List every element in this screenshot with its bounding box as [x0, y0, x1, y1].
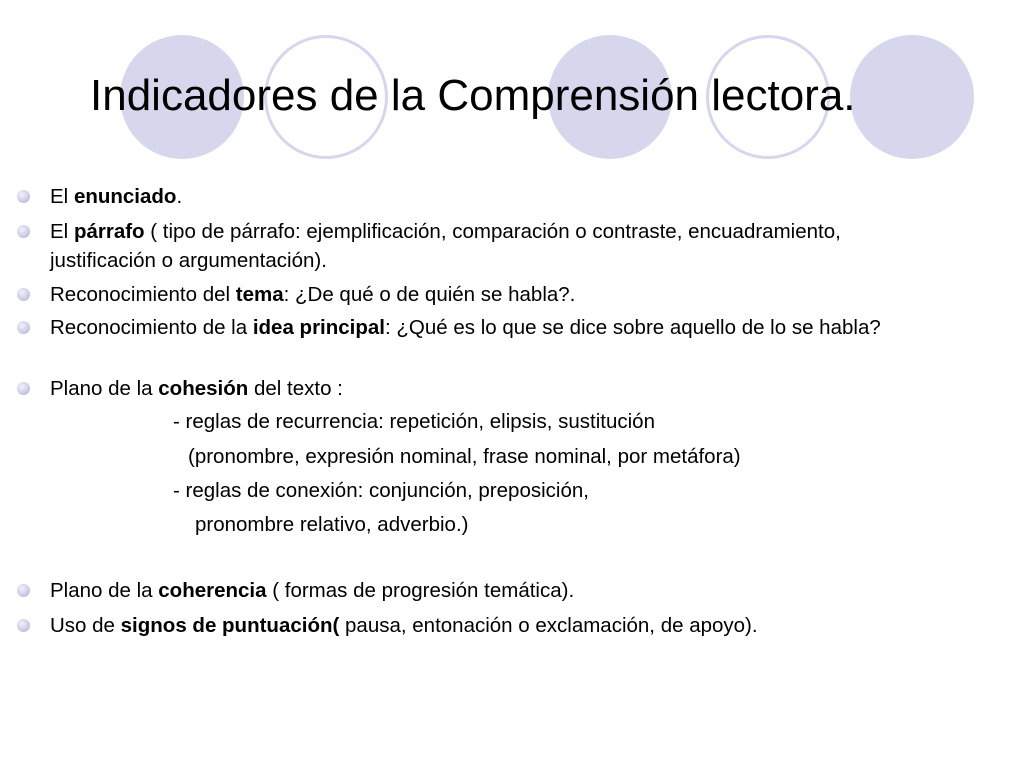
bullet-keyword: signos de puntuación(	[120, 614, 340, 637]
bullet-text: ( formas de progresión temática).	[266, 579, 575, 602]
bullet-item-enunciado	[50, 182, 930, 211]
bullet-text: del texto :	[248, 377, 343, 400]
bullet-icon	[17, 382, 30, 395]
bullet-text: Reconocimiento de la	[50, 316, 253, 339]
bullet-item-tema	[50, 280, 930, 309]
bullet-keyword: párrafo	[73, 220, 145, 243]
bullet-item-puntuacion	[50, 611, 930, 640]
bullet-text: : ¿Qué es lo que se dice sobre aquello de lo se habla?	[385, 316, 881, 339]
bullet-text: Plano de la	[50, 579, 159, 602]
bullet-icon	[17, 288, 30, 301]
bullet-text: : ¿De qué o de quién se habla?.	[283, 283, 576, 306]
bullet-icon	[17, 321, 30, 334]
bullet-icon	[17, 584, 30, 597]
bullet-text: pausa, entonación o exclamación, de apoyo).	[339, 614, 758, 637]
bullet-icon	[17, 190, 30, 203]
bullet-text: Uso de	[50, 614, 121, 637]
slide-title: Indicadores de la Comprensión lectora.	[90, 71, 856, 120]
bullet-text: Plano de la	[50, 377, 159, 400]
bullet-keyword: enunciado	[73, 185, 177, 208]
bullet-text: El	[50, 185, 74, 208]
bullet-item-coherencia	[50, 576, 930, 605]
bullet-text: Reconocimiento del	[50, 283, 236, 306]
bullet-keyword: idea principal	[252, 316, 385, 339]
cohesion-detail-line: (pronombre, expresión nominal, frase nominal, por metáfora)	[188, 445, 741, 468]
bullet-item-cohesion	[50, 374, 930, 403]
cohesion-detail-line: pronombre relativo, adverbio.)	[195, 513, 469, 536]
bullet-text: ( tipo de párrafo: ejemplificación, comparación o contraste, encuadramiento, justificación o argumentación).	[50, 220, 841, 272]
bullet-text: El	[50, 220, 74, 243]
cohesion-detail-line: - reglas de recurrencia: repetición, elipsis, sustitución	[173, 410, 655, 433]
bullet-item-idea-principal	[50, 313, 930, 342]
bullet-keyword: coherencia	[158, 579, 267, 602]
bullet-keyword: cohesión	[158, 377, 249, 400]
bullet-keyword: tema	[235, 283, 284, 306]
bullet-item-parrafo	[50, 217, 930, 275]
bullet-text: .	[176, 185, 183, 208]
bullet-icon	[17, 225, 30, 238]
cohesion-detail-line: - reglas de conexión: conjunción, preposición,	[173, 479, 589, 502]
bullet-icon	[17, 619, 30, 632]
